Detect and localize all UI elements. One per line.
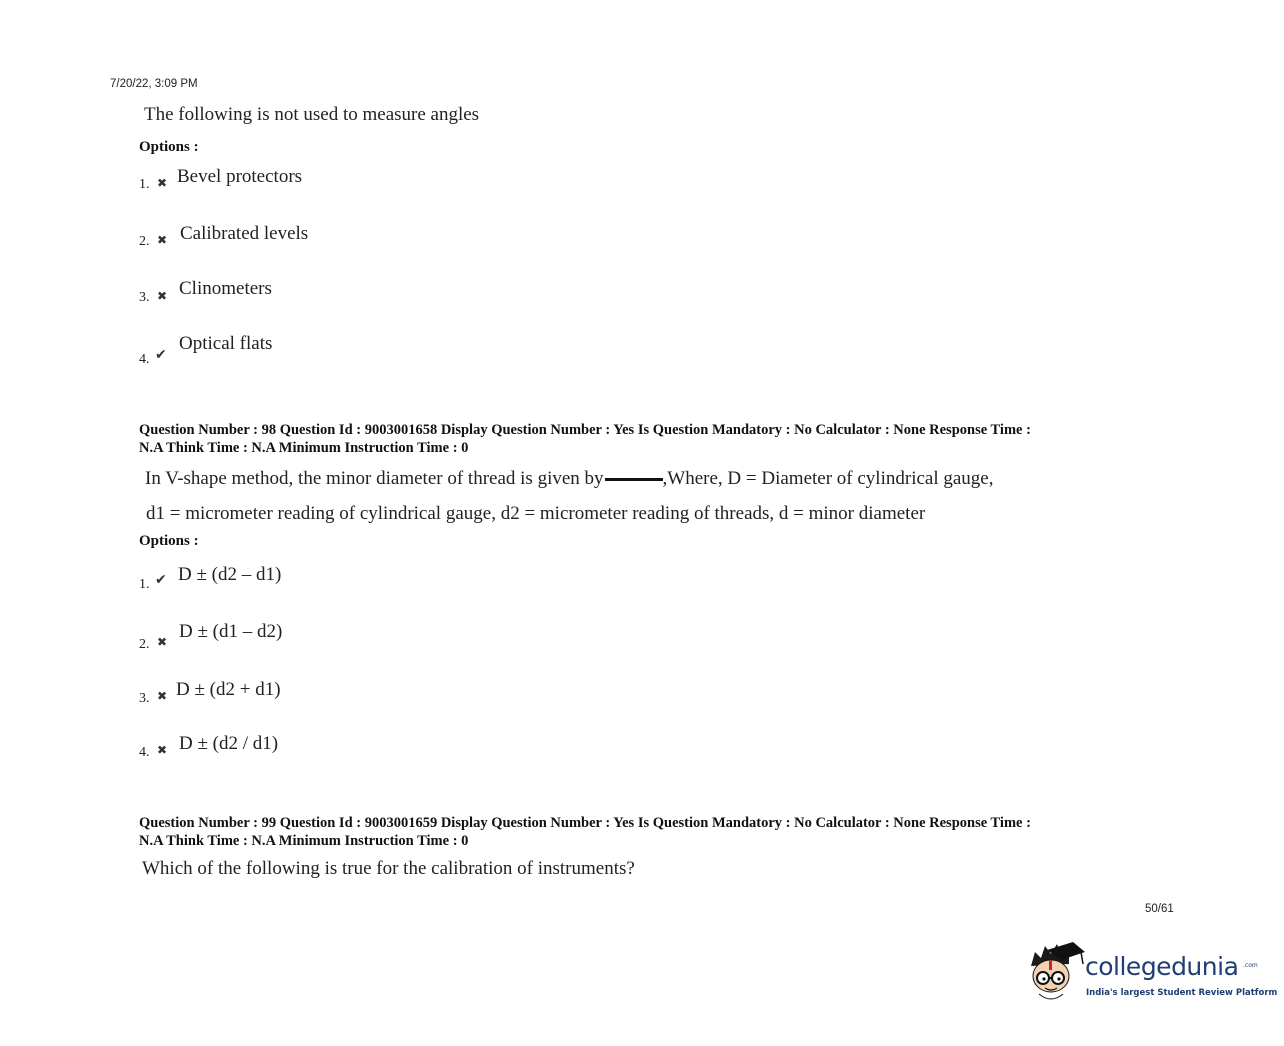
- option-number: 4.: [139, 745, 150, 760]
- answer-blank: [605, 478, 663, 481]
- wrong-mark-icon: ✖: [157, 689, 168, 703]
- option-text: D ± (d2 + d1): [176, 679, 281, 700]
- question-98-options-label: Options :: [139, 533, 199, 549]
- brand-domain: .com: [1243, 962, 1258, 969]
- option-number: 3.: [139, 691, 150, 706]
- option-text: Calibrated levels: [180, 223, 309, 244]
- brand-name: collegedunia: [1085, 952, 1239, 981]
- option-number: 2.: [139, 637, 150, 652]
- option-number: 2.: [139, 234, 150, 249]
- print-timestamp: 7/20/22, 3:09 PM: [110, 78, 198, 90]
- wrong-mark-icon: ✖: [157, 635, 168, 649]
- option-text: Bevel protectors: [177, 166, 303, 187]
- check-mark-icon: ✔: [155, 572, 167, 588]
- brand-tagline: India's largest Student Review Platform: [1086, 988, 1278, 998]
- question-97-options-label: Options :: [139, 139, 199, 155]
- question-98-meta-line2: N.A Think Time : N.A Minimum Instruction Time : 0: [139, 440, 469, 456]
- question-98-meta-line1: Question Number : 98 Question Id : 9003001658 Display Question Number : Yes Is Question Mandatory : No Calculator : None Response Time :: [139, 422, 1031, 438]
- option-text: D ± (d2 – d1): [178, 564, 282, 585]
- question-97-text: The following is not used to measure angles: [144, 104, 480, 125]
- question-99-text: Which of the following is true for the calibration of instruments?: [142, 858, 635, 879]
- question-98-text-line1: [145, 468, 993, 490]
- question-99-meta-line2: N.A Think Time : N.A Minimum Instruction Time : 0: [139, 833, 469, 849]
- option-text: D ± (d2 / d1): [179, 733, 279, 754]
- collegedunia-logo: [1025, 938, 1278, 1010]
- question-98-text-part2: ,Where, D = Diameter of cylindrical gauge,: [662, 468, 994, 489]
- option-number: 4.: [139, 352, 150, 367]
- option-text: Clinometers: [179, 278, 272, 299]
- wrong-mark-icon: ✖: [157, 176, 168, 190]
- graduate-mascot-icon: [1025, 938, 1087, 1010]
- option-number: 3.: [139, 290, 150, 305]
- question-99-meta-line1: Question Number : 99 Question Id : 9003001659 Display Question Number : Yes Is Question Mandatory : No Calculator : None Response Time :: [139, 815, 1031, 831]
- question-98-text-part1: In V-shape method, the minor diameter of thread is given by: [145, 468, 604, 489]
- wrong-mark-icon: ✖: [157, 233, 168, 247]
- option-text: D ± (d1 – d2): [179, 621, 283, 642]
- page-number: 50/61: [1145, 903, 1174, 915]
- question-98-text-line2: d1 = micrometer reading of cylindrical gauge, d2 = micrometer reading of threads, d = minor diameter: [146, 503, 926, 524]
- option-number: 1.: [139, 177, 150, 192]
- option-number: 1.: [139, 577, 150, 592]
- question-99-meta: [139, 814, 1169, 850]
- wrong-mark-icon: ✖: [157, 743, 168, 757]
- option-text: Optical flats: [179, 333, 273, 354]
- question-98-meta: [139, 421, 1169, 457]
- wrong-mark-icon: ✖: [157, 289, 168, 303]
- check-mark-icon: ✔: [155, 347, 167, 363]
